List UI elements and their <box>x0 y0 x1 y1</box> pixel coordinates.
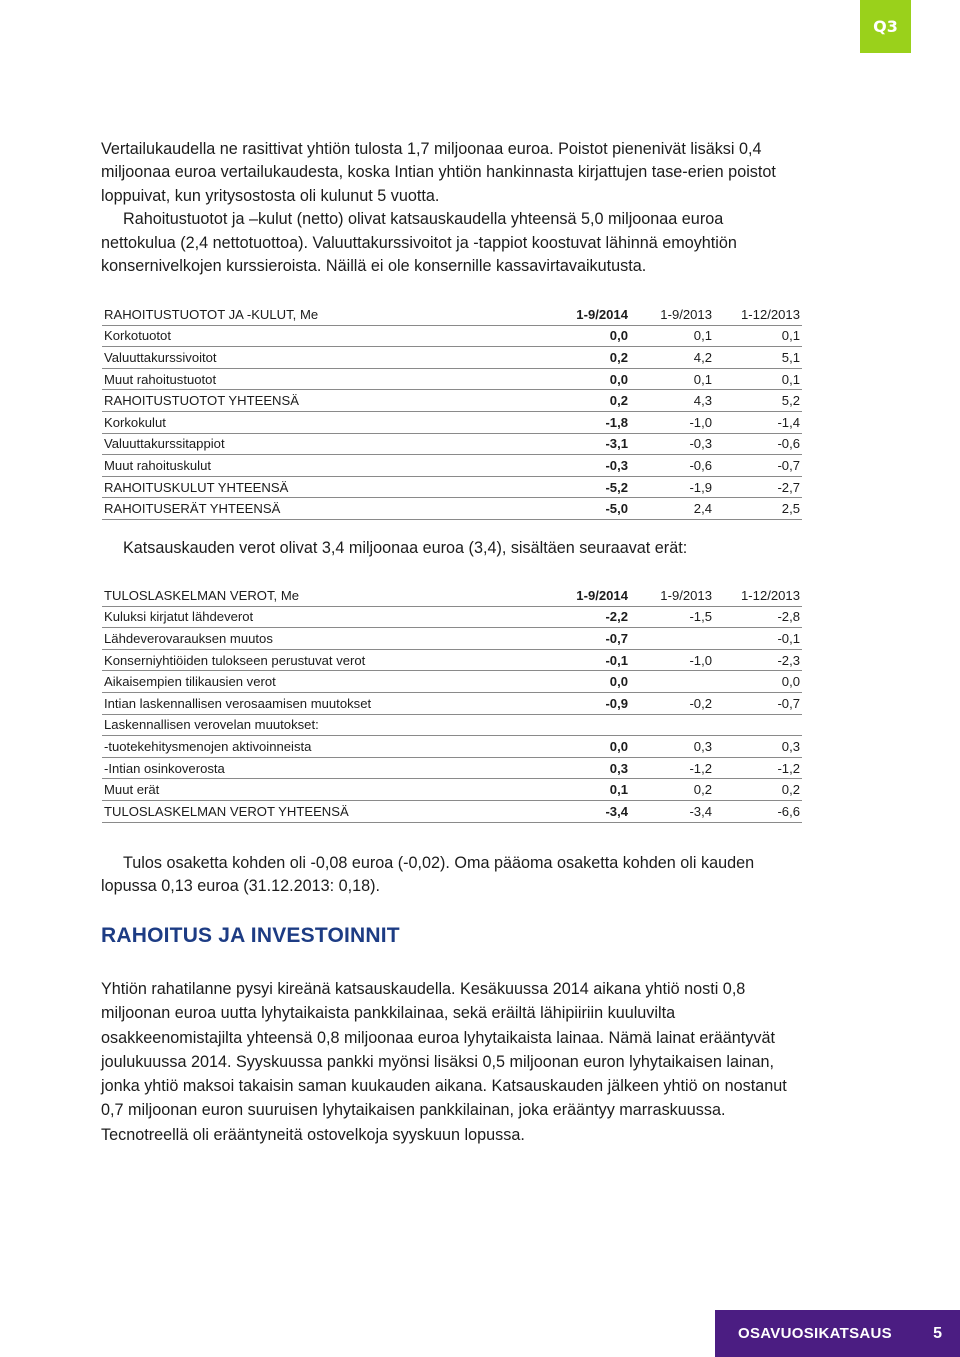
row-value: 0,2 <box>538 390 630 412</box>
row-value: -0,2 <box>630 692 714 714</box>
text-line: Yhtiön rahatilanne pysyi kireänä katsauskaudella. Kesäkuussa 2014 aikana yhtiö nosti 0,8 <box>101 980 746 998</box>
paragraph-taxes: Katsauskauden verot olivat 3,4 miljoonaa euroa (3,4), sisältäen seuraavat erät: <box>123 539 688 557</box>
table-row <box>102 411 802 433</box>
text-line: Tulos osaketta kohden oli -0,08 euroa (-0,02). Oma pääoma osaketta kohden oli kauden <box>123 854 755 872</box>
text-line: loppuivat, kun yritysostosta oli kulunut 5 vuotta. <box>101 186 440 205</box>
table-row <box>102 325 802 347</box>
row-value: -0,3 <box>630 433 714 455</box>
row-value: 0,3 <box>714 736 802 758</box>
quarter-badge: Q3 <box>860 0 911 53</box>
row-value: -0,7 <box>714 692 802 714</box>
row-value: 0,3 <box>538 757 630 779</box>
text-line: 0,7 miljoonan euron suuruisen lyhytaikaisen pankkilainan, joka erääntyy marraskuussa. <box>101 1101 726 1120</box>
row-label: Intian laskennallisen verosaamisen muutokset <box>102 692 538 714</box>
text-line: nettokulua (2,4 nettotuottoa). Valuuttakurssivoitot ja -tappiot koostuvat lähinnä emoyhtiön <box>101 233 737 252</box>
table-header-cell: 1-9/2014 <box>538 304 630 325</box>
table-row <box>102 800 802 822</box>
text-line: konsernivelkojen kurssieroista. Näillä ei ole konsernille kassavirtavaikutusta. <box>101 257 647 276</box>
table-row <box>102 347 802 369</box>
row-value: -0,7 <box>714 455 802 477</box>
row-value: 4,2 <box>630 347 714 369</box>
table-header-label: TULOSLASKELMAN VEROT, Me <box>102 585 538 606</box>
row-label: Muut erät <box>102 779 538 801</box>
row-value: -1,0 <box>630 649 714 671</box>
row-label: Muut rahoituskulut <box>102 455 538 477</box>
row-value: 5,2 <box>714 390 802 412</box>
table-row <box>102 628 802 650</box>
row-label: -tuotekehitysmenojen aktivoinneista <box>102 736 538 758</box>
paragraph-intro <box>101 138 861 278</box>
row-value: -1,9 <box>630 476 714 498</box>
row-label: Valuuttakurssivoitot <box>102 347 538 369</box>
text-line: miljoonaa euroa vertailukaudesta, koska Intian yhtiön hankinnasta kirjattujen tase-erien poistot <box>101 163 776 182</box>
table-row <box>102 390 802 412</box>
table-header-cell: 1-12/2013 <box>714 585 802 606</box>
row-value: -5,2 <box>538 476 630 498</box>
row-label: Aikaisempien tilikausien verot <box>102 671 538 693</box>
row-value: 0,0 <box>538 368 630 390</box>
row-value: -0,1 <box>714 628 802 650</box>
row-value <box>538 714 630 736</box>
row-value: -3,4 <box>630 800 714 822</box>
text-line: Rahoitustuotot ja –kulut (netto) olivat katsauskaudella yhteensä 5,0 miljoonaa euroa <box>123 210 724 229</box>
table-row <box>102 757 802 779</box>
row-value: 0,0 <box>538 671 630 693</box>
text-line: osakkeenomistajilta yhteensä 0,8 miljoonaa euroa lyhytaikaista lainaa. Nämä lainat erääntyvät <box>101 1028 775 1047</box>
table-row <box>102 692 802 714</box>
row-value: 0,1 <box>714 368 802 390</box>
row-value: -1,2 <box>630 757 714 779</box>
row-value: -1,4 <box>714 411 802 433</box>
taxes-table <box>102 585 802 823</box>
row-value: -0,7 <box>538 628 630 650</box>
page-footer <box>715 1310 960 1357</box>
row-value: 2,5 <box>714 498 802 520</box>
row-label: Korkotuotot <box>102 325 538 347</box>
row-label: Laskennallisen verovelan muutokset: <box>102 714 538 736</box>
section-heading: RAHOITUS JA INVESTOINNIT <box>101 924 400 947</box>
table-header-cell: 1-12/2013 <box>714 304 802 325</box>
text-line: joulukuussa 2014. Syyskuussa pankki myönsi lisäksi 0,5 miljoonan euron lyhytaikaisen lainan, <box>101 1052 775 1071</box>
row-label: Kuluksi kirjatut lähdeverot <box>102 606 538 628</box>
text-line: miljoonan euroa uutta lyhytaikaista pankkilainaa, sekä eräiltä lähipiiriin kuuluvilta <box>101 1004 676 1023</box>
row-label: TULOSLASKELMAN VEROT YHTEENSÄ <box>102 800 538 822</box>
table-row <box>102 455 802 477</box>
row-label: RAHOITUSTUOTOT YHTEENSÄ <box>102 390 538 412</box>
table-row <box>102 476 802 498</box>
text-line: jonka yhtiö maksoi takaisin saman kuukauden aikana. Katsauskauden jälkeen yhtiö on nostanut <box>101 1077 787 1096</box>
table-row <box>102 736 802 758</box>
row-value: -1,5 <box>630 606 714 628</box>
row-value: 0,1 <box>630 368 714 390</box>
row-label: Muut rahoitustuotot <box>102 368 538 390</box>
table-row <box>102 433 802 455</box>
row-value: -2,8 <box>714 606 802 628</box>
text-line: Vertailukaudella ne rasittivat yhtiön tulosta 1,7 miljoonaa euroa. Poistot pienenivät lisäksi 0,4 <box>101 140 762 158</box>
row-value: -0,6 <box>630 455 714 477</box>
row-value: 0,0 <box>538 325 630 347</box>
table-row <box>102 779 802 801</box>
row-value: 0,2 <box>714 779 802 801</box>
row-value: -0,3 <box>538 455 630 477</box>
row-value: 0,3 <box>630 736 714 758</box>
row-label: Konserniyhtiöiden tulokseen perustuvat verot <box>102 649 538 671</box>
row-value: 0,2 <box>538 347 630 369</box>
row-value: 0,1 <box>630 325 714 347</box>
row-value: -1,2 <box>714 757 802 779</box>
table-row <box>102 649 802 671</box>
row-value: 0,0 <box>538 736 630 758</box>
row-value: -0,1 <box>538 649 630 671</box>
row-value: -2,2 <box>538 606 630 628</box>
table-row <box>102 671 802 693</box>
table-header-row <box>102 304 802 325</box>
table-header-label: RAHOITUSTUOTOT JA -KULUT, Me <box>102 304 538 325</box>
financial-items-table <box>102 304 802 520</box>
row-label: -Intian osinkoverosta <box>102 757 538 779</box>
text-line: lopussa 0,13 euroa (31.12.2013: 0,18). <box>101 877 380 896</box>
row-value: 0,1 <box>714 325 802 347</box>
row-value: -0,6 <box>714 433 802 455</box>
table-row <box>102 606 802 628</box>
row-value: 0,1 <box>538 779 630 801</box>
row-value: -0,9 <box>538 692 630 714</box>
row-label: RAHOITUSKULUT YHTEENSÄ <box>102 476 538 498</box>
row-label: RAHOITUSERÄT YHTEENSÄ <box>102 498 538 520</box>
table-header-row <box>102 585 802 606</box>
row-value: 0,2 <box>630 779 714 801</box>
row-value: -1,0 <box>630 411 714 433</box>
row-label: Korkokulut <box>102 411 538 433</box>
row-value <box>630 671 714 693</box>
row-value: -2,7 <box>714 476 802 498</box>
paragraph-eps <box>101 852 861 899</box>
table-row <box>102 368 802 390</box>
table-row <box>102 498 802 520</box>
row-value: 2,4 <box>630 498 714 520</box>
row-value <box>630 714 714 736</box>
text-line: Tecnotreellä oli erääntyneitä ostovelkoja syyskuun lopussa. <box>101 1125 525 1144</box>
row-value <box>714 714 802 736</box>
row-value: -3,4 <box>538 800 630 822</box>
paragraph-financing <box>101 977 861 1147</box>
row-value: -1,8 <box>538 411 630 433</box>
row-label: Lähdeverovarauksen muutos <box>102 628 538 650</box>
table-row <box>102 714 802 736</box>
row-value: 0,0 <box>714 671 802 693</box>
table-header-cell: 1-9/2013 <box>630 585 714 606</box>
page-number: 5 <box>933 1324 942 1342</box>
row-value: 4,3 <box>630 390 714 412</box>
table-header-cell: 1-9/2013 <box>630 304 714 325</box>
table-header-cell: 1-9/2014 <box>538 585 630 606</box>
row-value: -3,1 <box>538 433 630 455</box>
row-label: Valuuttakurssitappiot <box>102 433 538 455</box>
row-value: 5,1 <box>714 347 802 369</box>
row-value: -5,0 <box>538 498 630 520</box>
footer-title: OSAVUOSIKATSAUS <box>738 1325 892 1342</box>
row-value: -6,6 <box>714 800 802 822</box>
row-value: -2,3 <box>714 649 802 671</box>
row-value <box>630 628 714 650</box>
